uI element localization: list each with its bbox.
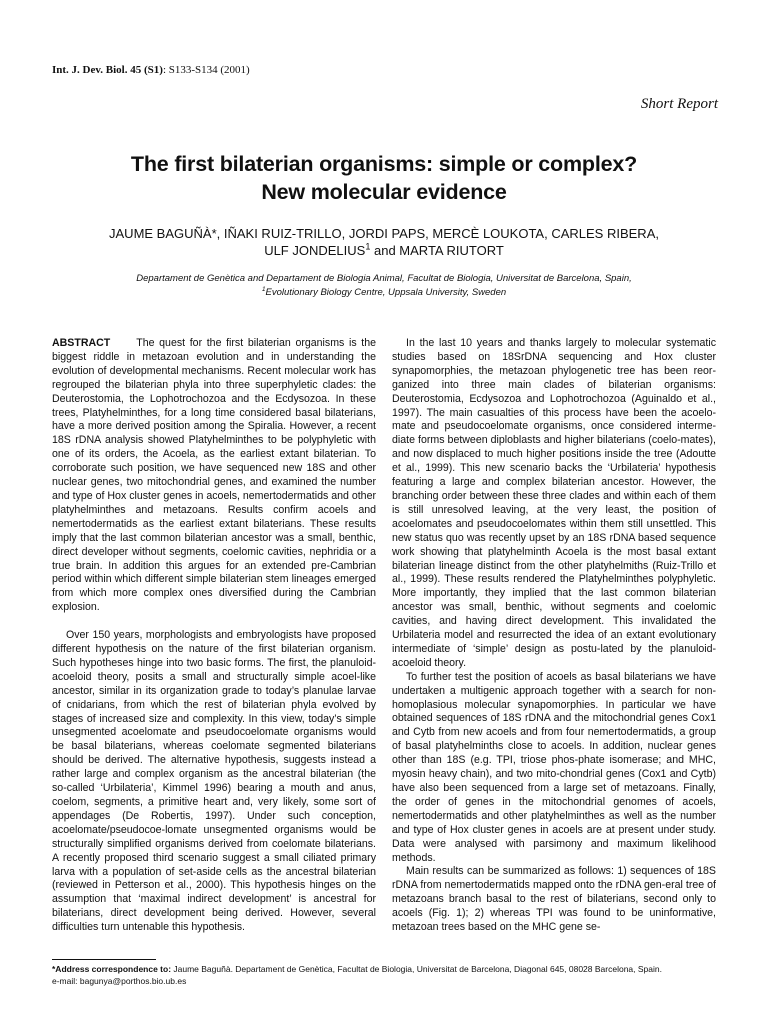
journal-citation <box>52 64 250 76</box>
abstract <box>52 337 376 615</box>
affiliations <box>60 272 708 299</box>
author-riutort: and MARTA RIUTORT <box>370 243 504 258</box>
abstract-text: The quest for the first bilaterian organisms is the biggest riddle in metazoan evolution and in understanding the evolution of developmental mechanisms. Recent molecular work has regrouped the bilaterian phyla into three superphyletic clades: the Deuterostomia, the Lophotrochozoa and the Ecdysozoa. In these trees, Platyhelminthes, for a long time considered basal bilaterians, have a more derived position among the Spiralia. However, a recent 18S rDNA analysis showed Platyhelminthes to be polyphyletic with one of its orders, the Acoela, as the earliest extant bilaterian. To corroborate such position, we have sequenced new 18S and other nuclear genes, two mitochondrial genes, and examined the number and type of Hox cluster genes in acoels, nemertodermatids and other platyhelminthes and metazoans. Results confirm acoels and nemertodermatids as the earliest extant bilaterians. These results imply that the last common bilaterian ancestor was a small, benthic, direct developer without segments, coelomic cavities, nephridia or a true brain. In addition this argues for an extended pre-Cambrian period within which different simple bilaterian stem lineages emerged from which more complex ones diversified during the Cambrian explosion. <box>52 337 376 614</box>
affiliation-line-2 <box>60 286 708 300</box>
footnote-address <box>52 964 722 976</box>
footnote-email[interactable]: e-mail: bagunya@porthos.bio.ub.es <box>52 975 187 986</box>
body-paragraph-4: Main results can be summarized as follows: 1) sequences of 18S rDNA from nemertodermatids mapped onto the rDNA gen-eral tree of metazoans branch basal to the rest of bilaterians, second only to acoels (Fig. 1); 2) whereas TPI was found to be uninformative, metazoan trees based on the MHC gene se- <box>392 865 716 934</box>
body-paragraph-1: Over 150 years, morphologists and embryologists have proposed different hypothesis on the nature of the first bilaterian organism. Such hypotheses hinge into two basic forms. The first, the planuloid-acoeloid theory, posits a small and structurally simple acoel-like ancestor, similar in its organization grade to today’s planulae larvae of cnidarians, from which the rest of bilaterian phyla evolved by stages of increased size and complexity. In this view, today’s simple unsegmented acoelomate and pseudocoelomate organisms would be basal bilaterians, whereas coelomate segmented bilaterians should be derived. The alternative hypothesis, suggests instead a rather large and complex organism as the ancestral bilaterian (the so-called ‘Urbilateria’, Kimmel 1996) bearing a mouth and anus, coelom, segments, a primitive heart and, very likely, some sort of appendages (De Robertis, 1997). Under such conception, acoelomate/pseudocoe-lomate unsegmented organisms would be structurally simplified organisms derived from coelomate bilaterians. A recently proposed third scenario suggest a small ciliated primary larva with a population of set-aside cells as the ancestral bilaterian (reviewed in Petterson et al., 2000). This hypothesis hinges on the assumption that ‘maximal indirect development’ is ancestral for bilaterians, direct development being derived. However, several difficulties turn untenable this hypothesis. <box>52 629 376 934</box>
footnote-label: *Address correspondence to: <box>52 964 172 974</box>
affiliation-marker: 1 <box>365 241 371 252</box>
affiliation-marker-2: 1 <box>261 285 266 293</box>
authors-line-2 <box>60 242 708 259</box>
journal-name: Int. J. Dev. Biol. <box>52 64 128 76</box>
article-title <box>60 150 708 206</box>
body-paragraph-2: In the last 10 years and thanks largely to molecular systematic studies based on 18SrDNA sequencing and Hox cluster synapomorphies, the metazoan phylogenetic tree has been reor-ganized into three main clades of bilaterian organisms: Deuterostomia, Ecdysozoa and Lophotrochozoa (Aguinaldo et al., 1997). The main casualties of this process have been the acoelo-mate and pseudocoelomate organisms, once considered interme-diate forms between diploblasts and higher bilaterians (coelo-mates), and now displaced to much higher positions inside the tree (Adoutte et al., 1999). This new scenario backs the ‘Urbilateria’ hypothesis featuring a large and complex bilaterian ancestor. However, the branching order between these three clades and within each of them is still unresolved leaving, at the very least, the position of acoelomates and pseudocoelomates within them still unsettled. This new status quo was recently upset by an 18S rDNA based sequence work showing that platyhelminth Acoela is the most basal extant bilaterian lineage distinct from the other platyhelmiths (Ruiz-Trillo et al., 1999). These results rendered the Platyhelminthes polyphyletic. More importantly, they implied that the last common bilaterian ancestor was small, benthic, without segments and coelomic cavities, and having direct development. This invalidated the Urbilateria model and resurrected the idea of an extant evolutionary intermediate of ‘simple’ design as postu-lated by the planuloid-acoeloid theory. <box>392 337 716 669</box>
title-line-2: New molecular evidence <box>261 180 507 204</box>
journal-volume: 45 <box>130 64 142 76</box>
abstract-label: ABSTRACT <box>52 337 111 349</box>
author-list <box>60 225 708 259</box>
journal-pages-year: : S133-S134 (2001) <box>162 64 250 76</box>
footnote-rule <box>52 959 156 960</box>
journal-issue: (S1) <box>143 64 163 76</box>
affiliation-line-1: Departament de Genètica and Departament de Biologia Animal, Facultat de Biologia, Universitat de Barcelona, Spain, <box>136 273 632 284</box>
author-jondelius: ULF JONDELIUS <box>264 243 366 258</box>
report-type: Short Report <box>640 96 718 112</box>
authors-line-1: JAUME BAGUÑÀ*, IÑAKI RUIZ-TRILLO, JORDI PAPS, MERCÈ LOUKOTA, CARLES RIBERA, <box>109 226 659 241</box>
affiliation-uppsala: Evolutionary Biology Centre, Uppsala University, Sweden <box>265 286 507 298</box>
footnote <box>52 964 722 987</box>
left-column <box>52 337 376 935</box>
right-column <box>392 337 716 935</box>
body-paragraph-3: To further test the position of acoels as basal bilaterians we have undertaken a multigenic approach together with a search for non-homoplasious molecular synapomorphies. In particular we have obtained sequences of 18S rDNA and the mitochondrial genes Cox1 and Cytb from new acoels and from four nemertodermatids, a group of basal platyhelminths close to acoels. In addition, nuclear genes other than 18S (e.g. TPI, triose phos-phate isomerase; and MHC, myosin heavy chain), and two mito-chondrial genes (Cox1 and Cytb) have also been sequenced from a large set of metazoans. Finally, the order of genes in the mitochondrial genomes of acoels, nemertodermatids and other platyhelminthes as well as the number and type of Hox cluster genes in acoels are at present under study. Data were analysed with parsimony and maximum likelihood methods. <box>392 670 716 864</box>
title-line-1: The first bilaterian organisms: simple or complex? <box>130 152 638 176</box>
footnote-address-text: Jaume Baguñà. Departament de Genètica, Facultat de Biologia, Universitat de Barcelona, Diagonal 645, 08028 Barcelona, Spain. <box>171 964 662 974</box>
